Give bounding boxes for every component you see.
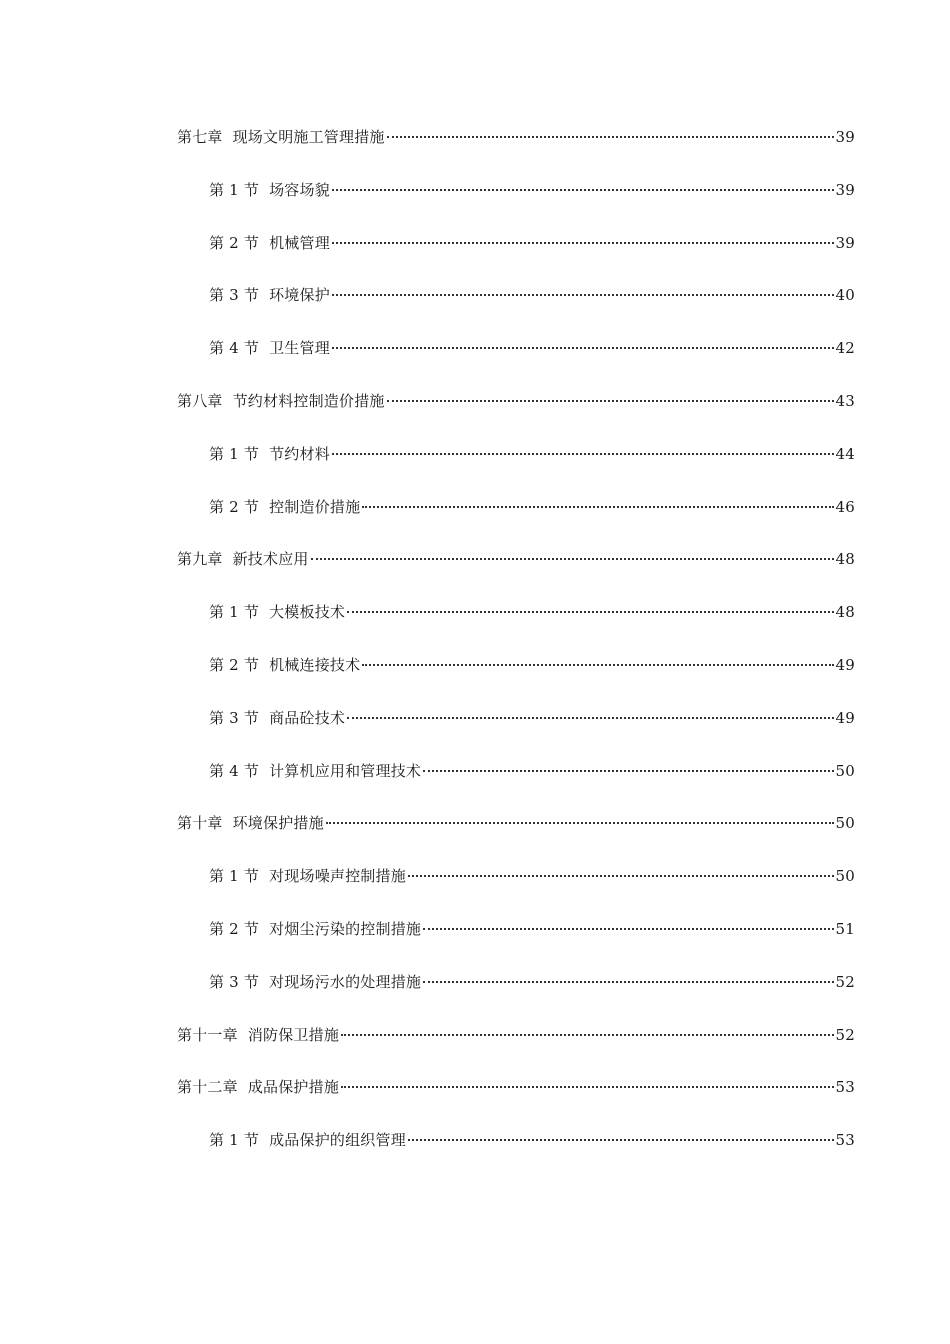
entry-title: 对烟尘污染的控制措施 [269, 919, 422, 938]
toc-entry-section[interactable] [177, 863, 855, 916]
dot-leader [387, 400, 834, 402]
entry-page-number: 50 [835, 867, 855, 886]
dot-leader [362, 664, 833, 666]
entry-page-number: 48 [835, 550, 855, 569]
toc-entry-section[interactable] [177, 177, 855, 230]
dot-leader [332, 242, 834, 244]
dot-leader [347, 717, 833, 719]
entry-page-number: 48 [835, 603, 855, 622]
entry-number: 第 2 节 [209, 233, 260, 252]
entry-number: 第十章 [177, 814, 223, 833]
entry-number: 第 2 节 [209, 655, 260, 674]
dot-leader [332, 453, 834, 455]
dot-leader [408, 1139, 834, 1141]
dot-leader [362, 506, 833, 508]
entry-page-number: 40 [835, 286, 855, 305]
dot-leader [423, 928, 833, 930]
dot-leader [332, 294, 834, 296]
dot-leader [423, 981, 833, 983]
entry-page-number: 39 [835, 233, 855, 252]
toc-entry-chapter[interactable] [177, 810, 855, 863]
entry-page-number: 53 [835, 1078, 855, 1097]
entry-title: 成品保护的组织管理 [269, 1131, 406, 1150]
dot-leader [311, 558, 834, 560]
dot-leader [326, 822, 834, 824]
entry-number: 第十一章 [177, 1025, 238, 1044]
entry-page-number: 53 [835, 1131, 855, 1150]
entry-title: 环境保护 [269, 286, 330, 305]
entry-number: 第 3 节 [209, 708, 260, 727]
entry-number: 第七章 [177, 128, 223, 146]
entry-number: 第 1 节 [209, 1131, 260, 1150]
toc-entry-chapter[interactable] [177, 388, 855, 441]
entry-number: 第 4 节 [209, 339, 260, 358]
entry-number: 第 2 节 [209, 919, 260, 938]
toc-entry-section[interactable] [177, 599, 855, 652]
toc-entry-section[interactable] [177, 494, 855, 547]
table-of-contents [177, 124, 855, 1180]
dot-leader [332, 347, 834, 349]
entry-page-number: 49 [835, 655, 855, 674]
dot-leader [423, 770, 833, 772]
entry-page-number: 50 [835, 814, 855, 833]
entry-number: 第九章 [177, 550, 223, 569]
entry-number: 第 1 节 [209, 603, 260, 622]
entry-page-number: 42 [835, 339, 855, 358]
entry-page-number: 52 [835, 1025, 855, 1044]
entry-number: 第十二章 [177, 1078, 238, 1097]
entry-number: 第 4 节 [209, 761, 260, 780]
toc-entry-section[interactable] [177, 335, 855, 388]
entry-page-number: 49 [835, 708, 855, 727]
entry-title: 商品砼技术 [269, 708, 346, 727]
entry-title: 新技术应用 [232, 550, 309, 569]
entry-title: 卫生管理 [269, 339, 330, 358]
entry-page-number: 51 [835, 919, 855, 938]
entry-number: 第 3 节 [209, 972, 260, 991]
toc-entry-chapter[interactable] [177, 1074, 855, 1127]
toc-entry-section[interactable] [177, 758, 855, 811]
entry-title: 节约材料控制造价措施 [232, 391, 385, 410]
entry-number: 第 3 节 [209, 286, 260, 305]
entry-title: 计算机应用和管理技术 [269, 761, 422, 780]
toc-entry-section[interactable] [177, 441, 855, 494]
toc-entry-chapter[interactable] [177, 1022, 855, 1075]
toc-entry-section[interactable] [177, 652, 855, 705]
entry-page-number: 52 [835, 972, 855, 991]
entry-title: 消防保卫措施 [247, 1025, 340, 1044]
entry-title: 大模板技术 [269, 603, 346, 622]
dot-leader [341, 1086, 833, 1088]
entry-title: 机械管理 [269, 233, 330, 252]
entry-title: 控制造价措施 [269, 497, 361, 516]
entry-number: 第八章 [177, 391, 223, 410]
dot-leader [332, 189, 834, 191]
dot-leader [347, 611, 833, 613]
entry-title: 成品保护措施 [247, 1078, 340, 1097]
entry-title: 场容场貌 [269, 180, 330, 199]
toc-entry-section[interactable] [177, 969, 855, 1022]
dot-leader [341, 1034, 833, 1036]
entry-page-number: 43 [835, 391, 855, 410]
entry-number: 第 1 节 [209, 444, 260, 463]
entry-number: 第 1 节 [209, 867, 260, 886]
dot-leader [408, 875, 834, 877]
dot-leader [387, 136, 834, 138]
entry-title: 节约材料 [269, 444, 330, 463]
toc-entry-section[interactable] [177, 230, 855, 283]
entry-page-number: 44 [835, 444, 855, 463]
entry-title: 对现场噪声控制措施 [269, 867, 406, 886]
toc-entry-chapter[interactable] [177, 546, 855, 599]
toc-entry-section[interactable] [177, 282, 855, 335]
entry-title: 环境保护措施 [232, 814, 324, 833]
entry-title: 对现场污水的处理措施 [269, 972, 422, 991]
entry-title: 机械连接技术 [269, 655, 361, 674]
toc-entry-section[interactable] [177, 916, 855, 969]
entry-page-number: 39 [835, 128, 855, 146]
entry-title: 现场文明施工管理措施 [232, 128, 385, 146]
toc-entry-section[interactable] [177, 705, 855, 758]
entry-number: 第 2 节 [209, 497, 260, 516]
entry-page-number: 39 [835, 180, 855, 199]
toc-entry-chapter[interactable] [177, 124, 855, 177]
entry-number: 第 1 节 [209, 180, 260, 199]
entry-page-number: 50 [835, 761, 855, 780]
entry-page-number: 46 [835, 497, 855, 516]
toc-entry-section[interactable] [177, 1127, 855, 1180]
